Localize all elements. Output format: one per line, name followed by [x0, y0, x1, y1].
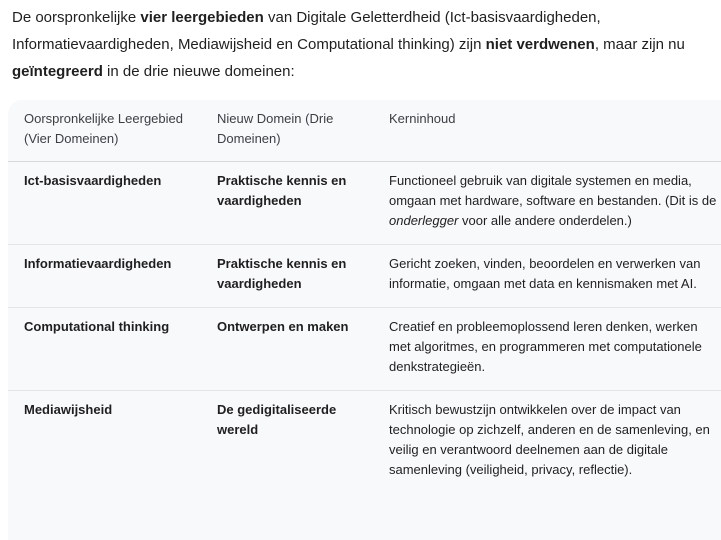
cell-core-content: Gericht zoeken, vinden, beoordelen en verwerken van informatie, omgaan met data en kennismaken met AI.	[373, 245, 721, 308]
cell-new-domain: Ontwerpen en maken	[217, 308, 373, 391]
table-row	[8, 245, 721, 308]
content-italic-text: onderlegger	[389, 213, 459, 228]
header-new-domain: Nieuw Domein (Drie Domeinen)	[217, 100, 373, 162]
intro-bold-integrated: geïntegreerd	[12, 63, 103, 80]
cell-new-domain: Praktische kennis en vaardigheden	[217, 162, 373, 245]
cell-core-content	[373, 162, 721, 245]
cell-new-domain: Praktische kennis en vaardigheden	[217, 245, 373, 308]
intro-text-3: , maar zijn nu	[594, 36, 685, 53]
cell-original-area: Ict-basisvaardigheden	[8, 162, 217, 245]
intro-text-4: in de drie nieuwe domeinen:	[102, 63, 295, 80]
cell-core-content: Creatief en probleemoplossend leren denken, werken met algoritmes, en programmeren met computationele denkstrategieën.	[373, 308, 721, 391]
intro-paragraph	[12, 4, 712, 85]
content-text: Functioneel gebruik van digitale systemen en media, omgaan met hardware, software en bestanden. (Dit is de	[389, 173, 717, 208]
table-row	[8, 308, 721, 391]
header-original-area: Oorspronkelijke Leergebied (Vier Domeinen)	[8, 100, 217, 162]
content-text-end: voor alle andere onderdelen.)	[458, 213, 632, 228]
cell-original-area: Mediawijsheid	[24, 402, 113, 417]
cell-original-area: Informatievaardigheden	[8, 245, 217, 308]
table-header-row	[8, 100, 721, 162]
cell-core-content: Kritisch bewustzijn ontwikkelen over de impact van technologie op zichzelf, anderen en de samenleving, en veilig en verantwoord deelnemen aan de digitale samenleving (veiligheid, privacy, reflectie).	[389, 402, 710, 477]
comparison-table-container	[8, 100, 721, 540]
header-core-content: Kerninhoud	[373, 100, 721, 162]
comparison-table	[8, 100, 721, 493]
table-row	[8, 391, 721, 494]
intro-text-2: van Digitale Geletterdheid (Ict-basisvaardigheden, Informatievaardigheden, Mediawijsheid en Computational thinking) zijn	[12, 9, 601, 53]
cell-new-domain: De gedigitaliseerde wereld	[217, 402, 337, 437]
intro-bold-not-gone: niet verdwenen	[485, 36, 595, 53]
intro-text-1: De oorspronkelijke	[12, 9, 141, 26]
intro-bold-four-areas: vier leergebieden	[140, 9, 264, 26]
table-row	[8, 162, 721, 245]
cell-original-area: Computational thinking	[8, 308, 217, 391]
